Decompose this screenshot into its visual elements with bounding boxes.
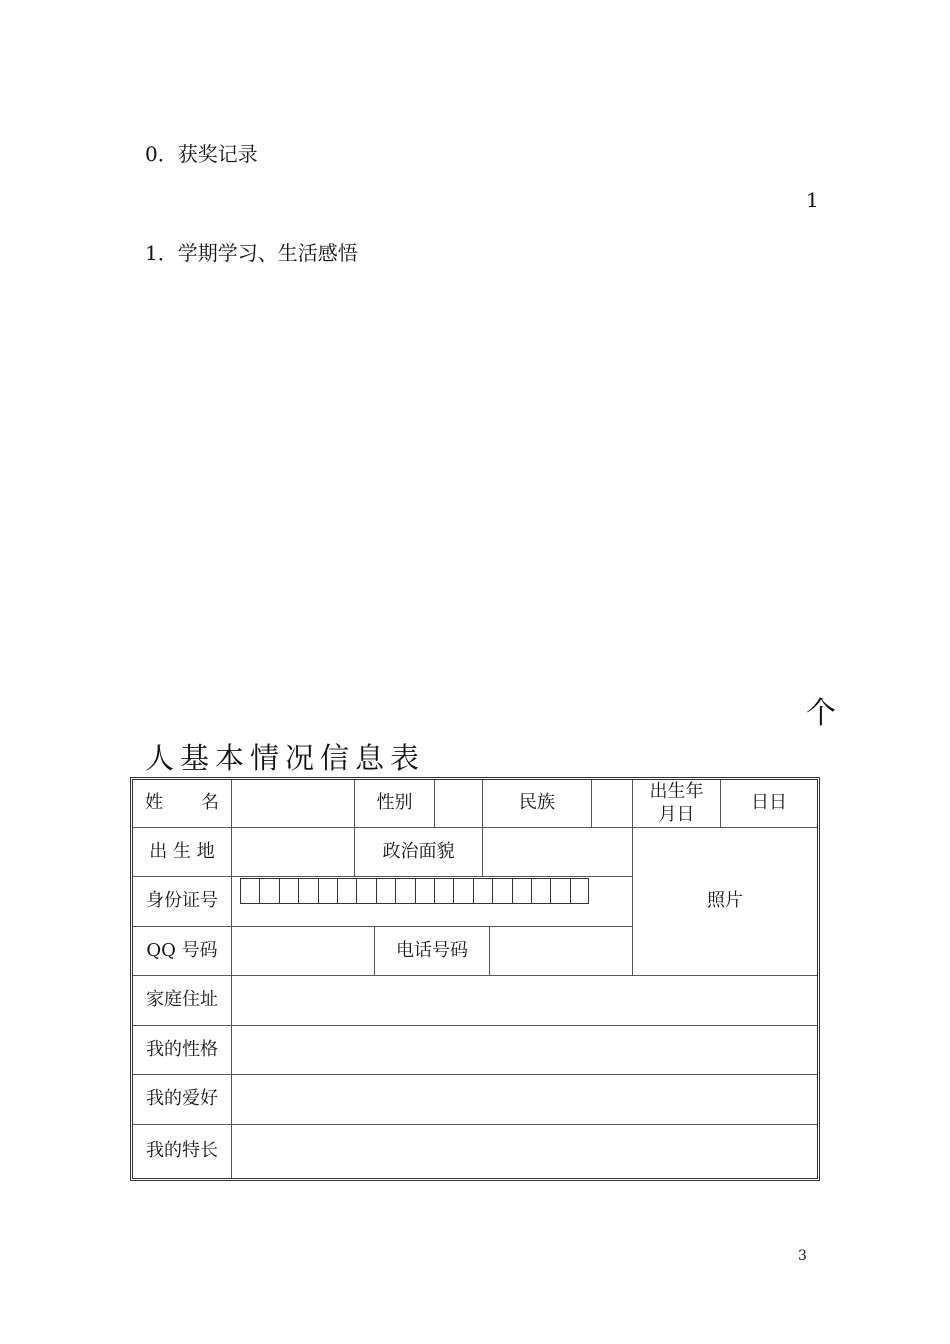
id-digit-box[interactable]: [512, 878, 531, 904]
id-digit-box[interactable]: [259, 878, 278, 904]
id-digit-box[interactable]: [453, 878, 472, 904]
id-number-field[interactable]: [232, 877, 633, 927]
ethnicity-label: 民族: [483, 780, 592, 828]
id-digit-box[interactable]: [434, 878, 453, 904]
birthplace-field[interactable]: [232, 828, 355, 877]
ethnicity-field[interactable]: [592, 780, 633, 828]
birth-date-value[interactable]: 日日: [721, 780, 817, 828]
birth-label-line1: 出生年: [649, 781, 704, 802]
section-reflection: 1．学期学习、生活感悟: [145, 241, 358, 265]
id-digit-box[interactable]: [570, 878, 589, 904]
id-digit-box[interactable]: [279, 878, 298, 904]
hobby-field[interactable]: [232, 1075, 817, 1125]
gender-field[interactable]: [435, 780, 483, 828]
personality-field[interactable]: [232, 1026, 817, 1075]
gender-label: 性别: [355, 780, 435, 828]
id-number-label: 身份证号: [133, 877, 232, 927]
id-digit-boxes: [240, 878, 590, 904]
id-digit-box[interactable]: [298, 878, 317, 904]
page-number: 3: [798, 1248, 807, 1264]
address-label: 家庭住址: [133, 976, 232, 1026]
qq-field[interactable]: [232, 927, 375, 976]
phone-field[interactable]: [490, 927, 633, 976]
id-digit-box[interactable]: [395, 878, 414, 904]
id-digit-box[interactable]: [376, 878, 395, 904]
specialty-field[interactable]: [232, 1125, 817, 1178]
photo-box: 照片: [633, 828, 817, 976]
birthplace-label: 出 生 地: [133, 828, 232, 877]
id-digit-box[interactable]: [318, 878, 337, 904]
id-digit-box[interactable]: [492, 878, 511, 904]
title-lead-char: 个: [806, 696, 836, 731]
personality-label: 我的性格: [133, 1026, 232, 1075]
phone-label: 电话号码: [375, 927, 490, 976]
id-digit-box[interactable]: [531, 878, 550, 904]
birth-label-line2: 月日: [658, 803, 695, 825]
name-label: 姓 名: [133, 780, 232, 828]
personal-info-form: [130, 777, 820, 1181]
id-digit-box[interactable]: [473, 878, 492, 904]
id-digit-box[interactable]: [356, 878, 375, 904]
name-field[interactable]: [232, 780, 355, 828]
political-status-label: 政治面貌: [355, 828, 483, 877]
political-status-field[interactable]: [483, 828, 633, 877]
id-digit-box[interactable]: [415, 878, 434, 904]
qq-label: QQ 号码: [133, 927, 232, 976]
id-digit-box[interactable]: [337, 878, 356, 904]
specialty-label: 我的特长: [133, 1125, 232, 1178]
id-digit-box[interactable]: [550, 878, 569, 904]
id-digit-box[interactable]: [240, 878, 259, 904]
address-field[interactable]: [232, 976, 817, 1026]
form-title: 人基本情况信息表: [145, 741, 426, 775]
hobby-label: 我的爱好: [133, 1075, 232, 1125]
birth-date-label: [633, 780, 721, 828]
section-awards: 0．获奖记录: [145, 142, 258, 166]
margin-number: 1: [806, 188, 819, 212]
